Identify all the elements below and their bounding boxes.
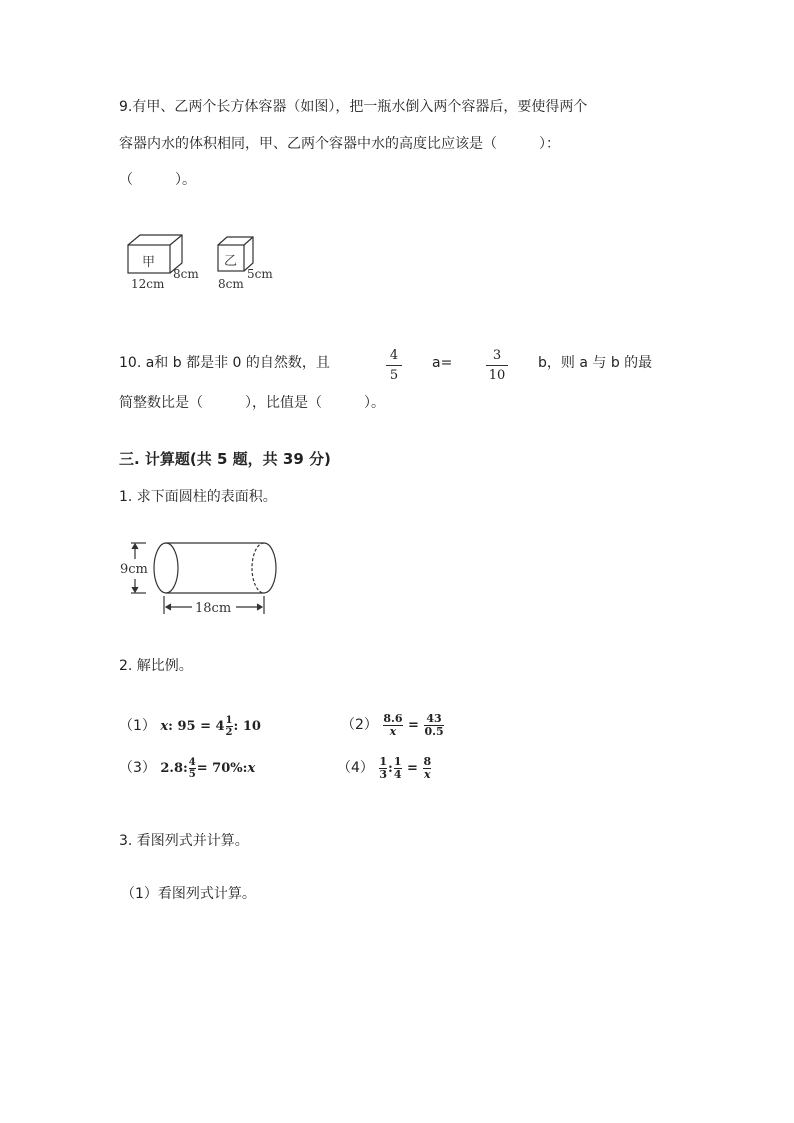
calc3-sub1: （1）看图列式计算。 bbox=[121, 886, 256, 902]
q10-frac1-numerator: 4 bbox=[389, 348, 399, 363]
calc2-text: 2. 解比例。 bbox=[119, 658, 193, 674]
q9-figure-containers bbox=[118, 225, 298, 297]
p3-part-a: 2.8: bbox=[160, 761, 188, 776]
p1-label: （1） bbox=[119, 718, 156, 734]
q9-line3: （ ）。 bbox=[119, 172, 196, 188]
cylinder-length-label: 18cm bbox=[195, 601, 232, 616]
q10-fraction-2 bbox=[486, 348, 508, 383]
q10-suffix: b，则 a 与 b 的最 bbox=[538, 355, 653, 371]
box-a-width: 8cm bbox=[173, 267, 199, 281]
p3-part-b: = 70%: bbox=[196, 761, 248, 776]
p1-part-b: : 10 bbox=[233, 719, 261, 734]
p2-fraction-left: $\frac{8.6}{x}$ bbox=[383, 712, 403, 738]
box-b-label: 乙 bbox=[224, 254, 238, 269]
box-b-length: 8cm bbox=[218, 277, 244, 291]
p4-fraction-3: $\frac{8}{x}$ bbox=[423, 755, 432, 781]
p1-part-a: : 95 = 4 bbox=[168, 719, 225, 734]
calc1-text: 1. 求下面圆柱的表面积。 bbox=[119, 489, 277, 505]
box-b-width: 5cm bbox=[247, 267, 273, 281]
section-3-title: 三. 计算题(共 5 题，共 39 分) bbox=[119, 450, 331, 468]
p1-x: x bbox=[160, 719, 169, 734]
p2-label: （2） bbox=[341, 717, 378, 733]
calc3-text: 3. 看图列式并计算。 bbox=[119, 833, 249, 849]
q10-frac1-denominator: 5 bbox=[389, 368, 399, 383]
cylinder-height-label: 9cm bbox=[120, 562, 148, 577]
q10-fraction-1 bbox=[386, 348, 402, 383]
q9-line2: 容器内水的体积相同，甲、乙两个容器中水的高度比应该是（ ）： bbox=[119, 136, 560, 152]
p4-colon: : bbox=[388, 761, 393, 776]
p3-fraction: $\frac{4}{5}$ bbox=[188, 757, 196, 780]
p2-fraction-right: $\frac{43}{0.5}$ bbox=[424, 712, 444, 738]
proportion-1 bbox=[119, 712, 261, 741]
q10-frac2-numerator: 3 bbox=[492, 348, 502, 363]
q10-frac2-denominator: 10 bbox=[488, 368, 506, 383]
q10-prefix: 10. a和 b 都是非 0 的自然数，且 bbox=[119, 355, 330, 371]
proportion-4 bbox=[337, 750, 432, 787]
p3-label: （3） bbox=[119, 760, 156, 776]
cylinder-figure bbox=[116, 534, 284, 620]
q9-line1: 9.有甲、乙两个长方体容器（如图），把一瓶水倒入两个容器后，要使得两个 bbox=[119, 99, 588, 115]
p4-label: （4） bbox=[337, 760, 374, 776]
p4-equals: = bbox=[407, 761, 418, 776]
p4-fraction-2: $\frac{1}{4}$ bbox=[393, 755, 402, 781]
q10-mid: a= bbox=[432, 355, 453, 371]
box-a-label: 甲 bbox=[142, 255, 156, 270]
proportion-3 bbox=[119, 754, 255, 783]
box-a-length: 12cm bbox=[131, 277, 165, 291]
p1-fraction: $\frac{1}{2}$ bbox=[225, 715, 233, 738]
p3-x: x bbox=[247, 761, 256, 776]
proportion-2 bbox=[341, 707, 445, 744]
q10-line2: 简整数比是（ ），比值是（ ）。 bbox=[119, 395, 385, 411]
p2-equals: = bbox=[408, 718, 419, 733]
p4-fraction-1: $\frac{1}{3}$ bbox=[379, 755, 388, 781]
